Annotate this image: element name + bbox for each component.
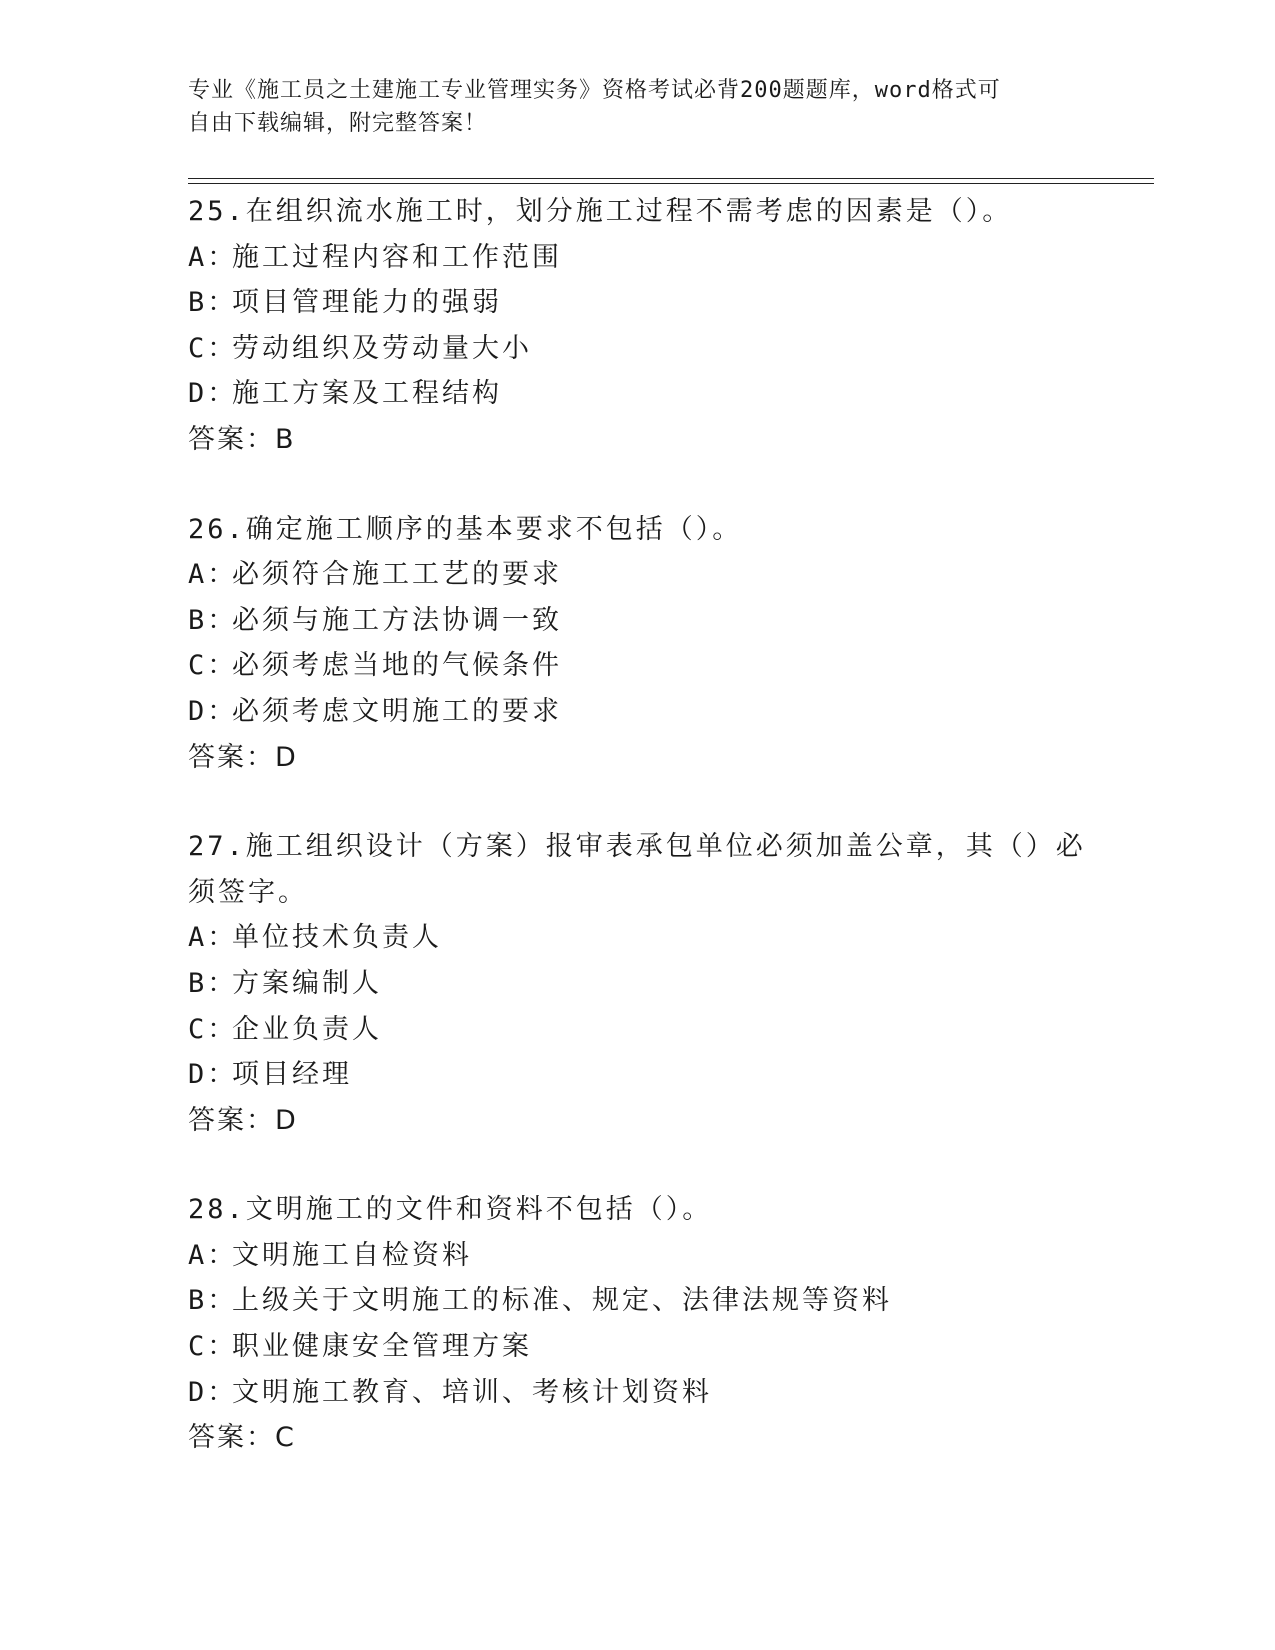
option-key: C： [188,332,238,364]
question-stem: 26.确定施工顺序的基本要求不包括（）。 [188,513,743,545]
question-stem: 28.文明施工的文件和资料不包括（）。 [188,1194,713,1226]
option-key: B： [188,287,238,319]
header-divider-bottom [188,183,1154,184]
answer-line: 答案：D [188,1104,298,1136]
option-d [188,1052,1108,1098]
option-text: 必须符合施工工艺的要求 [232,559,562,591]
option-key: B： [188,967,238,999]
answer-line: 答案：D [188,741,298,773]
option-text: 企业负责人 [232,1013,382,1045]
option-c [188,1324,1108,1370]
option-d [188,689,1108,735]
option-a [188,1233,1108,1279]
option-key: A： [188,241,238,273]
document-header [188,74,1088,140]
option-key: C： [188,1013,238,1045]
answer-line: 答案：B [188,423,296,455]
option-text: 方案编制人 [232,967,382,999]
option-text: 职业健康安全管理方案 [232,1331,532,1363]
question-stem: 25.在组织流水施工时，划分施工过程不需考虑的因素是（）。 [188,196,1013,227]
option-a [188,552,1108,598]
question-26 [188,507,1108,781]
option-text: 上级关于文明施工的标准、规定、法律法规等资料 [232,1285,892,1317]
option-key: D： [188,1376,238,1408]
option-text: 项目管理能力的强弱 [232,287,502,319]
option-b [188,280,1108,326]
option-text: 文明施工自检资料 [232,1239,472,1271]
option-c [188,326,1108,372]
option-a [188,915,1108,961]
option-d [188,371,1108,417]
option-text: 必须考虑当地的气候条件 [232,650,562,682]
option-key: D： [188,1059,238,1091]
option-c [188,643,1108,689]
option-text: 必须与施工方法协调一致 [232,604,562,636]
question-25 [188,189,1108,463]
header-line-1: 专业《施工员之土建施工专业管理实务》资格考试必背200题题库，word格式可 [188,78,1001,103]
option-b [188,961,1108,1007]
option-text: 劳动组织及劳动量大小 [232,332,532,364]
option-key: D： [188,695,238,727]
question-28 [188,1187,1108,1461]
question-27 [188,824,1108,1143]
option-c [188,1007,1108,1053]
header-divider-top [188,178,1154,179]
option-key: D： [188,378,238,410]
option-text: 项目经理 [232,1059,352,1091]
option-key: B： [188,604,238,636]
header-line-2: 自由下载编辑，附完整答案！ [188,111,488,136]
option-key: C： [188,650,238,682]
option-text: 施工方案及工程结构 [232,378,502,410]
option-key: A： [188,1239,238,1271]
option-b [188,1278,1108,1324]
question-stem: 27.施工组织设计（方案）报审表承包单位必须加盖公章，其（）必须签字。 [188,831,1086,908]
option-text: 单位技术负责人 [232,922,442,954]
option-key: C： [188,1331,238,1363]
option-b [188,598,1108,644]
option-d [188,1370,1108,1416]
option-text: 必须考虑文明施工的要求 [232,695,562,727]
option-text: 文明施工教育、培训、考核计划资料 [232,1376,712,1408]
option-key: A： [188,559,238,591]
answer-line: 答案：C [188,1422,296,1454]
option-a [188,235,1108,281]
option-text: 施工过程内容和工作范围 [232,241,562,273]
option-key: A： [188,922,238,954]
option-key: B： [188,1285,238,1317]
question-list [188,189,1108,1461]
